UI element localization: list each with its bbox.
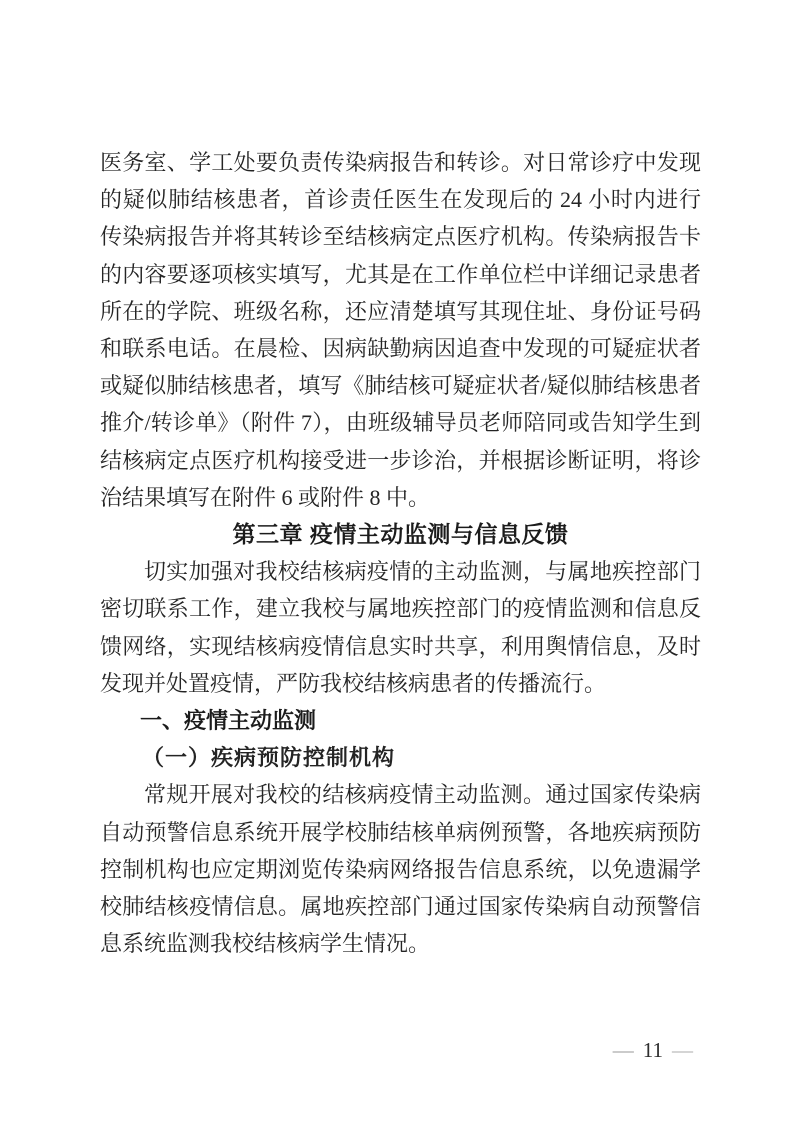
footer-dash-left: — [612,1038,634,1062]
subsection-heading: （一）疾病预防控制机构 [142,745,396,771]
page-content [100,144,701,962]
page-number: 11 [642,1038,663,1062]
page-footer [493,1038,693,1062]
paragraph: 常规开展对我校的结核病疫情主动监测。通过国家传染病自动预警信息系统开展学校肺结核单病例预警，各地疾病预防控制机构也应定期浏览传染病网络报告信息系统，以免遗漏学校肺结核疫情信息。属地疾控部门通过国家传染病自动预警信息系统监测我校结核病学生情况。 [100,782,701,957]
footer-dash-right: — [672,1038,693,1062]
continued-paragraph: 医务室、学工处要负责传染病报告和转诊。对日常诊疗中发现的疑似肺结核患者，首诊责任医生在发现后的 24 小时内进行传染病报告并将其转诊至结核病定点医疗机构。传染病报告卡的内容要逐项核实填写，尤其是在工作单位栏中详细记录患者所在的学院、班级名称，还应清楚填写其现住址、身份证号码和联系电话。在晨检、因病缺勤病因追查中发现的可疑症状者或疑似肺结核患者，填写《肺结核可疑症状者/疑似肺结核患者推介/转诊单》（附件 7），由班级辅导员老师陪同或告知学生到结核病定点医疗机构接受进一步诊治，并根据诊断证明，将诊治结果填写在附件 6 或附件 8 中。 [100,150,701,510]
section-heading: 一、疫情主动监测 [140,708,317,734]
paragraph: 切实加强对我校结核病疫情的主动监测，与属地疾控部门密切联系工作，建立我校与属地疾控部门的疫情监测和信息反馈网络，实现结核病疫情信息实时共享，利用舆情信息，及时发现并处置疫情，严防我校结核病患者的传播流行。 [100,559,701,696]
chapter-heading: 第三章 疫情主动监测与信息反馈 [232,521,569,548]
